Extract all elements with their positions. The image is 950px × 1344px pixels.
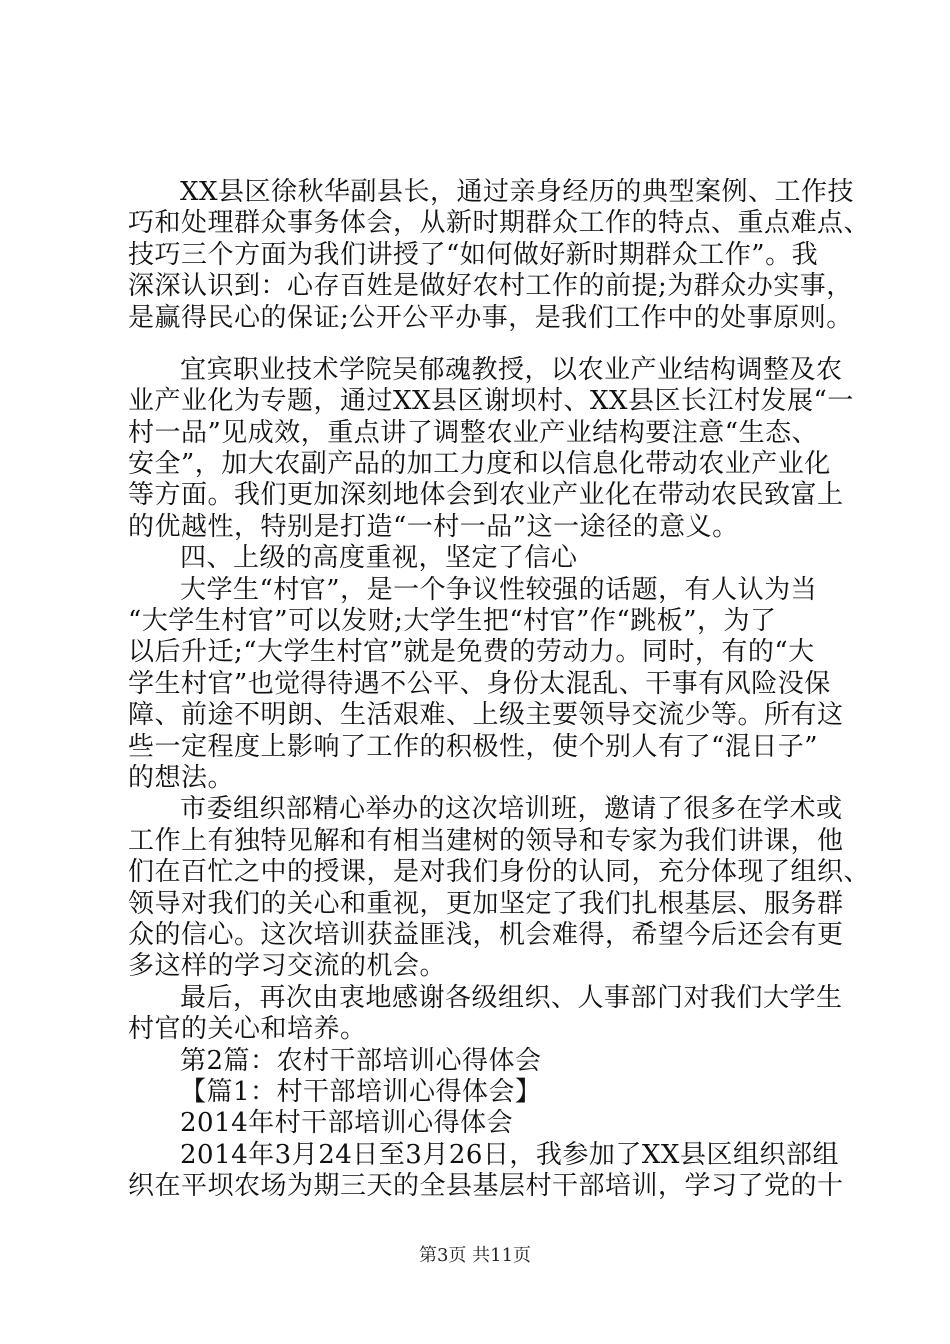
text-line: 大学生“村官”，是一个争议性较强的话题，有人认为当	[180, 575, 818, 605]
text-line: 学生村官”也觉得待遇不公平、身份太混乱、干事有风险没保	[128, 669, 831, 699]
text-line: 们在百忙之中的授课，是对我们身份的认同，充分体现了组织、	[128, 857, 871, 887]
text-line: 安全”，加大农副产品的加工力度和以信息化带动农业产业化	[128, 449, 831, 479]
text-line: 以后升迁;“大学生村官”就是免费的劳动力。同时，有的“大	[128, 637, 815, 667]
text-line: 的优越性，特别是打造“一村一品”这一途径的意义。	[128, 512, 739, 542]
text-line: “大学生村官”可以发财;大学生把“村官”作“跳板”，为了	[128, 606, 777, 636]
text-line: 技巧三个方面为我们讲授了“如何做好新时期群众工作”。我	[128, 240, 819, 270]
text-line: 村一品”见成效，重点讲了调整农业产业结构要注意“生态、	[128, 418, 819, 448]
text-line: 2014年3月24日至3月26日，我参加了XX县区组织部组	[180, 1140, 839, 1170]
chapter-heading: 第2篇：农村干部培训心得体会	[180, 1046, 542, 1076]
text-line: 巧和处理群众事务体会，从新时期群众工作的特点、重点难点、	[128, 208, 871, 238]
text-line: 众的信心。这次培训获益匪浅，机会难得，希望今后还会有更	[128, 920, 844, 950]
text-line: 村官的关心和培养。	[128, 1014, 367, 1044]
text-line: 领导对我们的关心和重视，更加坚定了我们扎根基层、服务群	[128, 889, 844, 919]
text-line: 些一定程度上影响了工作的积极性，使个别人有了“混日子”	[128, 732, 819, 762]
text-line: 多这样的学习交流的机会。	[128, 951, 447, 981]
text-line: 最后，再次由衷地感谢各级组织、人事部门对我们大学生	[180, 983, 843, 1013]
text-line: 障、前途不明朗、生活艰难、上级主要领导交流少等。所有这	[128, 700, 844, 730]
article-heading: 【篇1：村干部培训心得体会】	[180, 1077, 542, 1107]
text-line: 业产业化为专题，通过XX县区谢坝村、XX县区长江村发展“一	[128, 386, 854, 416]
text-line: XX县区徐秋华副县长，通过亲身经历的典型案例、工作技	[180, 177, 855, 207]
text-line: 市委组织部精心举办的这次培训班，邀请了很多在学术或	[180, 794, 843, 824]
page-footer: 第3页 共11页	[418, 1245, 532, 1266]
text-line: 宜宾职业技术学院吴郁魂教授，以农业产业结构调整及农	[180, 355, 843, 385]
article-title: 2014年村干部培训心得体会	[180, 1108, 514, 1138]
text-line: 工作上有独特见解和有相当建树的领导和专家为我们讲课，他	[128, 826, 844, 856]
text-line: 织在平坝农场为期三天的全县基层村干部培训，学习了党的十	[128, 1171, 844, 1201]
text-line: 等方面。我们更加深刻地体会到农业产业化在带动农民致富上	[128, 480, 844, 510]
section-heading: 四、上级的高度重视，坚定了信心	[180, 543, 578, 573]
text-line: 的想法。	[128, 763, 235, 793]
text-line: 深深认识到：心存百姓是做好农村工作的前提;为群众办实事，	[128, 271, 853, 301]
text-line: 是赢得民心的保证;公开公平办事，是我们工作中的处事原则。	[128, 303, 853, 333]
